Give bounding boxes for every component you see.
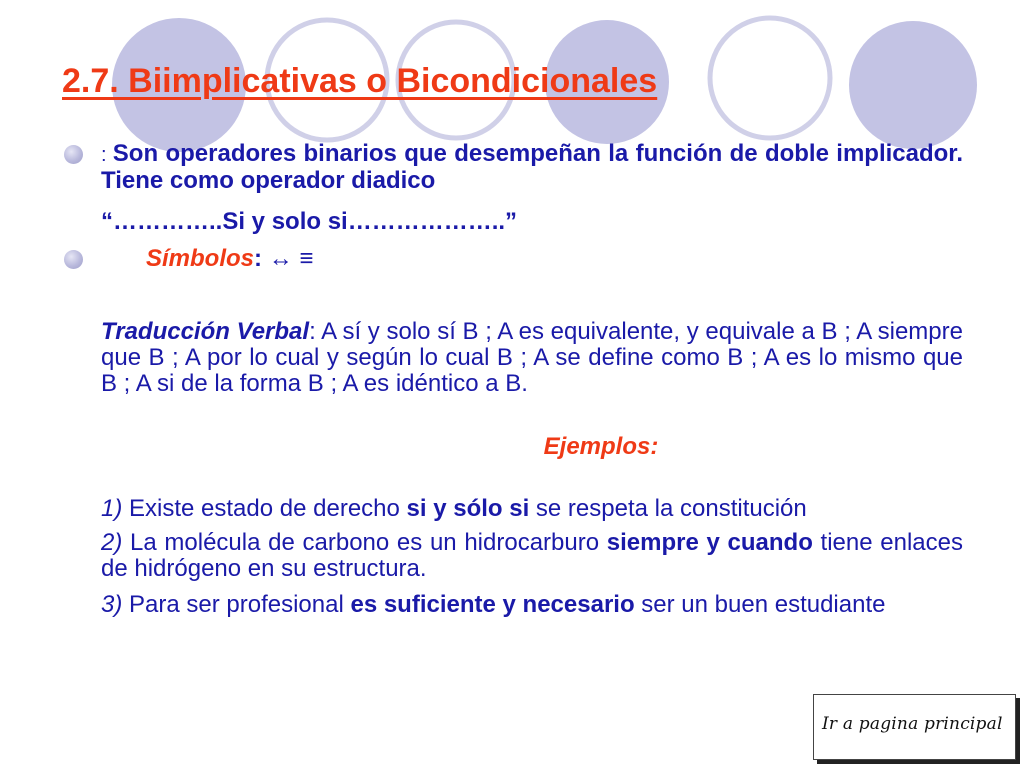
definition-quote: “…………..Si y solo si………………..” xyxy=(101,208,518,235)
example-number: 3) xyxy=(101,591,123,618)
example-item-2 xyxy=(101,530,963,582)
bullet-icon-1 xyxy=(64,145,83,164)
example-keyword: si y sólo si xyxy=(406,495,530,522)
symbols-label: Símbolos xyxy=(146,245,255,272)
examples-heading: Ejemplos: xyxy=(543,433,659,460)
home-page-button-label: Ir a pagina principal xyxy=(822,714,1003,734)
example-text: ser un buen estudiante xyxy=(634,591,886,618)
bullet-icon-2 xyxy=(64,250,83,269)
example-text: tiene enlaces de hidrógeno en su estructura. xyxy=(101,529,964,582)
symbols-colon: : xyxy=(254,245,269,272)
example-keyword: es suficiente y necesario xyxy=(350,591,635,618)
example-text: se respeta la constitución xyxy=(529,495,807,522)
definition-paragraph xyxy=(101,141,963,194)
example-item-1 xyxy=(101,496,963,522)
deco-circle-filled-3 xyxy=(849,21,977,149)
example-number: 2) xyxy=(101,529,123,556)
translation-label: Traducción Verbal xyxy=(101,318,310,345)
home-page-button[interactable] xyxy=(813,694,1016,760)
symbols-value: ↔ ≡ xyxy=(268,245,314,272)
translation-text: : A sí y solo sí B ; A es equivalente, y equivale a B ; A siempre que B ; A por lo cual y según lo cual B ; A se define como B ; A es lo mismo que B ; A si de la forma B ; A es idéntico a B. xyxy=(101,318,963,397)
symbols-line xyxy=(146,246,646,272)
definition-colon: : xyxy=(101,144,113,166)
definition-text: Son operadores binarios que desempeñan la función de doble implicador. Tiene como operador diadico xyxy=(101,140,963,194)
example-item-3 xyxy=(101,592,963,618)
example-text: Existe estado de derecho xyxy=(122,495,407,522)
example-text: Para ser profesional xyxy=(122,591,351,618)
example-number: 1) xyxy=(101,495,123,522)
translation-paragraph xyxy=(101,319,963,397)
deco-circle-outline-3 xyxy=(710,18,830,138)
slide-title: 2.7. Biimplicativas o Bicondicionales xyxy=(62,62,658,100)
example-text: La molécula de carbono es un hidrocarburo xyxy=(122,529,607,556)
example-keyword: siempre y cuando xyxy=(606,529,813,556)
